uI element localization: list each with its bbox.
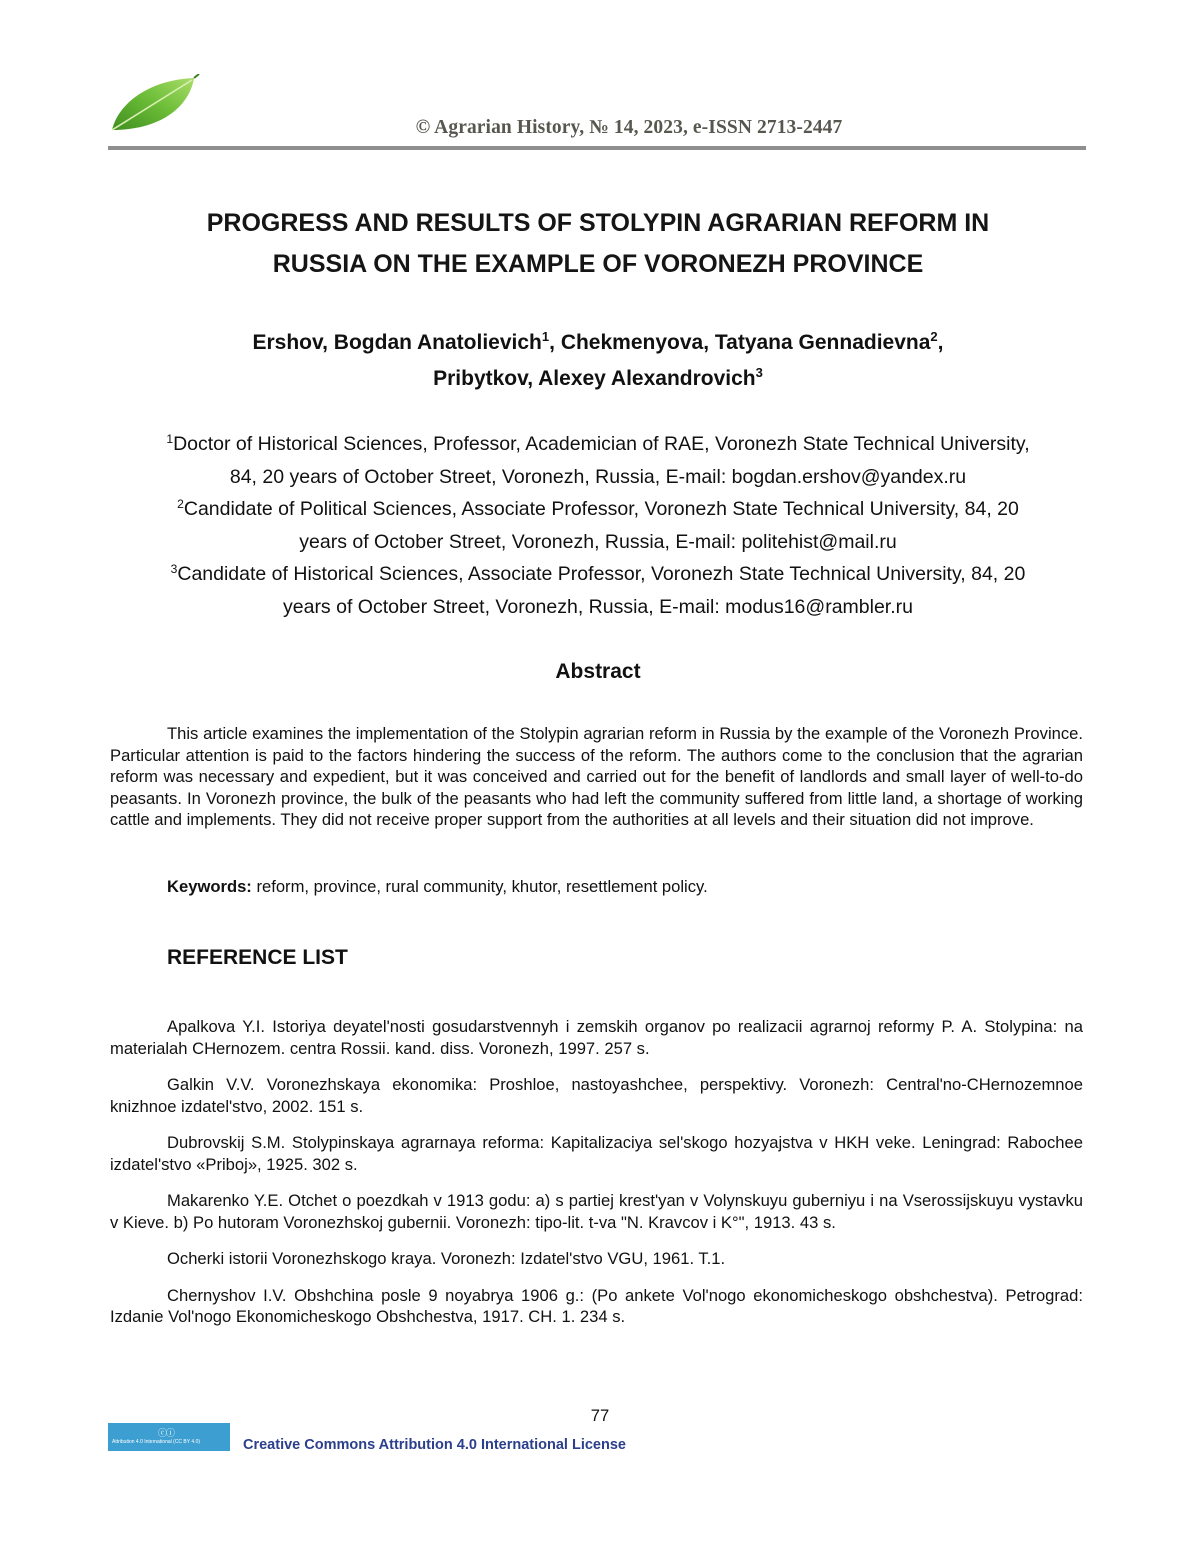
author-name: Ershov, Bogdan Anatolievich (252, 331, 542, 354)
abstract-body (110, 723, 1083, 831)
affiliation-line: years of October Street, Voronezh, Russia, E-mail: modus16@rambler.ru (283, 595, 913, 618)
title-line-2: RUSSIA ON THE EXAMPLE OF VORONEZH PROVINCE (272, 250, 924, 278)
keywords-list: reform, province, rural community, khutor, resettlement policy. (251, 877, 708, 896)
cc-by-badge-icon[interactable]: ⓒⓘ Attribution 4.0 International (CC BY 4.0) (108, 1423, 230, 1451)
reference-item: Chernyshov I.V. Obshchina posle 9 noyabrya 1906 g.: (Po ankete Vol'nogo ekonomicheskogo obshchestva). Petrograd: Izdanie Vol'nogo Ekonomicheskogo Obshchestva, 1917. CH. 1. 234 s. (110, 1285, 1083, 1326)
reference-item: Dubrovskij S.M. Stolypinskaya agrarnaya reforma: Kapitalizaciya sel'skogo hozyajstva v HKH veke. Leningrad: Rabochee izdatel'stvo «Priboj», 1925. 302 s. (110, 1133, 1083, 1174)
abstract-text: This article examines the implementation of the Stolypin agrarian reform in Russia by the example of the Voronezh Province. Particular attention is paid to the factors hindering the success of the reform. The authors come to the conclusion that the agrarian reform was necessary and expedient, but it was conceived and carried out for the benefit of landlords and small layer of well-to-do peasants. In Voronezh province, the bulk of the peasants who had left the community suffered from little land, a shortage of working cattle and implements. They did not receive proper support from the authorities at all levels and their situation did not improve. (110, 724, 1083, 829)
abstract-heading: Abstract (555, 660, 641, 683)
affiliation-sup: 3 (170, 562, 178, 577)
license-link[interactable]: Creative Commons Attribution 4.0 International License (243, 1437, 626, 1453)
affiliation-sup: 2 (177, 496, 184, 511)
keywords (167, 877, 708, 897)
author-list: Ershov, Bogdan Anatolievich$^1$, Chekmenyova, Tatyana Gennadievna$^2$, Pribytkov, Alexey Alexandrovich$^3$ (252, 329, 944, 390)
affiliation-line: 84, 20 years of October Street, Voronezh, Russia, E-mail: bogdan.ershov@yandex.ru (229, 465, 967, 488)
page-number: 77 (590, 1406, 610, 1425)
reference-item: Galkin V.V. Voronezhskaya ekonomika: Proshloe, nastoyashchee, perspektivy. Voronezh: Central'no-CHernozemnoe knizhnoe izdatel'stvo, 2002. 151 s. (110, 1075, 1083, 1116)
affiliation-line: Candidate of Historical Sciences, Associate Professor, Voronezh State Technical University, 84, 20 (177, 563, 1026, 586)
title-line-1: PROGRESS AND RESULTS OF STOLYPIN AGRARIAN REFORM IN (206, 209, 990, 237)
reference-list (110, 1016, 1083, 1343)
keywords-label: Keywords: (167, 877, 252, 896)
author-sup: 1 (541, 329, 550, 345)
reference-item: Makarenko Y.E. Otchet o poezdkah v 1913 godu: a) s partiej krest'yan v Volynskuyu guberniyu i na Vserossijskuyu vystavku v Kieve. b) Po hutoram Voronezhskoj gubernii. Voronezh: tipo-lit. t-va "N. Kravcov i K°", 1913. 43 s. (110, 1191, 1083, 1232)
badge-text: Attribution 4.0 International (CC BY 4.0) (112, 1439, 201, 1445)
author-name: Chekmenyova, Tatyana Gennadievna (560, 331, 931, 354)
reference-list-heading: REFERENCE LIST (167, 946, 348, 969)
affiliation-line: years of October Street, Voronezh, Russia, E-mail: politehist@mail.ru (299, 530, 897, 553)
reference-item: Ocherki istorii Voronezhskogo kraya. Voronezh: Izdatel'stvo VGU, 1961. T.1. (167, 1249, 726, 1268)
article-title (110, 203, 1086, 285)
author-sup: 3 (755, 365, 763, 381)
reference-item: Apalkova Y.I. Istoriya deyatel'nosti gosudarstvennyh i zemskih organov po realizacii agrarnoj reformy P. A. Stolypina: na materialah CHernozem. centra Rossii. kand. diss. Voronezh, 1997. 257 s. (110, 1017, 1083, 1058)
affiliation-line: Candidate of Political Sciences, Associate Professor, Voronezh State Technical University, 84, 20 (183, 498, 1019, 521)
affiliation-line: Doctor of Historical Sciences, Professor, Academician of RAE, Voronezh State Technical University, (173, 433, 1030, 455)
author-sup: 2 (930, 329, 938, 345)
journal-header: © Agrarian History, № 14, 2023, e-ISSN 2713-2447 (415, 117, 843, 138)
affiliations (100, 428, 1096, 624)
author-name: Pribytkov, Alexey Alexandrovich (433, 367, 756, 390)
header-rule (108, 146, 1086, 150)
affiliation-sup: 1 (166, 431, 174, 446)
